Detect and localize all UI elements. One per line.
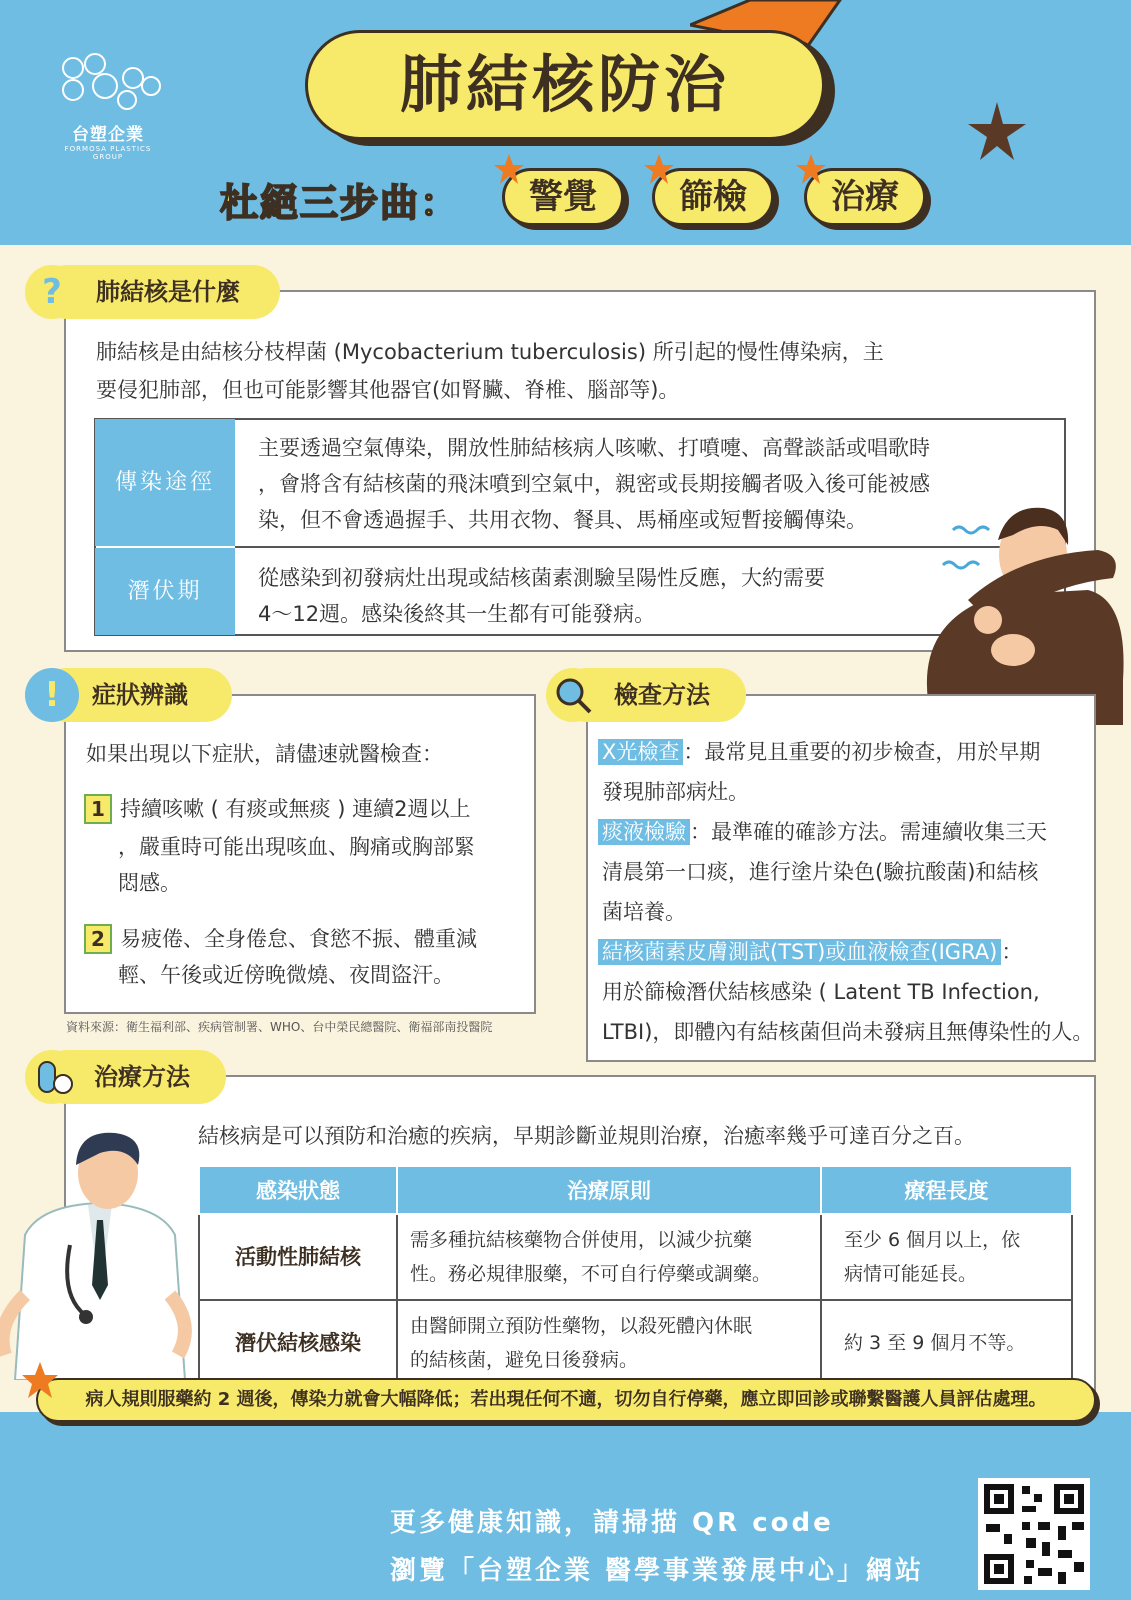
treatment-table [198,1165,1073,1387]
xray-text-1: ：最常見且重要的初步檢查，用於早期 [683,740,1041,764]
what-is-intro-1: 肺結核是由結核分枝桿菌 (Mycobacterium tuberculosis) 所引起的慢性傳染病，主 [96,340,884,364]
page-title: 肺結核防治 [399,48,730,121]
xray-line-1 [598,733,1088,771]
symptom-item-2 [84,920,477,958]
symptoms-heading: 症狀辨識 [40,668,232,722]
search-icon [546,668,600,722]
what-is-heading: 肺結核是什麼 [40,265,280,319]
qr-code[interactable] [978,1478,1090,1590]
exclamation-icon: ! [25,668,79,722]
step-star-icon [796,154,826,184]
tst-text-1: 用於篩檢潛伏結核感染 ( Latent TB Infection, [602,980,1040,1004]
table-header-row [199,1166,1072,1214]
sputum-text-1: ：最準確的確診方法。需連續收集三天 [690,820,1047,844]
transmission-text-1: 主要透過空氣傳染，開放性肺結核病人咳嗽、打噴嚏、高聲談話或唱歌時 [258,436,930,460]
row2-duration: 約 3 至 9 個月不等。 [821,1300,1072,1386]
transmission-text-2: ，會將含有結核菌的飛沫噴到空氣中，親密或長期接觸者吸入後可能被感 [258,472,930,496]
step-screening: 篩檢 [652,168,774,226]
capsule-icon [25,1050,79,1104]
row2-principle [397,1300,821,1386]
symptom-1-line-3: 悶感。 [118,871,181,895]
col-status: 感染狀態 [199,1166,397,1214]
note-banner: 病人規則服藥約 2 週後，傳染力就會大幅降低；若出現任何不適，切勿自行停藥，應立即回診或聯繫醫護人員評估處理。 [36,1378,1096,1422]
tst-label: 結核菌素皮膚測試(TST)或血液檢查(IGRA) [598,939,1001,965]
logo-subtext: FORMOSA PLASTICS GROUP [64,145,152,161]
sputum-line-1 [598,813,1088,851]
steps-label: 杜絕三步曲： [220,181,461,225]
source-note: 資料來源：衛生福利部、疾病管制署、WHO、台中榮民總醫院、衛福部南投醫院 [66,1020,493,1034]
col-principle: 治療原則 [397,1166,821,1214]
footer-line-1: 更多健康知識，請掃描 QR code [390,1508,834,1538]
incubation-text-1: 從感染到初發病灶出現或結核菌素測驗呈陽性反應，大約需要 [258,566,825,590]
symptoms-intro: 如果出現以下症狀，請儘速就醫檢查： [86,742,443,766]
step-star-icon [494,154,524,184]
row2-status: 潛伏結核感染 [199,1300,397,1386]
step-alert: 警覺 [502,168,624,226]
sputum-text-3: 菌培養。 [602,900,686,924]
symptom-item-1 [84,790,470,828]
incubation-label: 潛伏期 [95,548,235,635]
logo-text: 台塑企業 [72,125,144,145]
tst-colon: ： [1001,940,1023,964]
symptom-2-line-1: 易疲倦、全身倦怠、食慾不振、體重減 [120,927,477,951]
row1-principle-2: 性。務必規律服藥，不可自行停藥或調藥。 [410,1263,772,1285]
symptom-2-line-2: 輕、午後或近傍晚微燒、夜間盜汗。 [118,963,454,987]
step-treatment: 治療 [804,168,926,226]
question-icon: ? [25,265,79,319]
col-duration: 療程長度 [821,1166,1072,1214]
symptom-1-line-2: ，嚴重時可能出現咳血、胸痛或胸部緊 [118,835,475,859]
incubation-text-2: 4～12週。感染後終其一生都有可能發病。 [258,602,656,626]
treatment-intro: 結核病是可以預防和治癒的疾病，早期診斷並規則治療，治癒率幾乎可達百分之百。 [198,1124,975,1148]
row2-principle-2: 的結核菌，避免日後發病。 [410,1349,639,1371]
sputum-text-2: 清晨第一口痰，進行塗片染色(驗抗酸菌)和結核 [602,860,1039,884]
tst-line-1 [598,933,1088,971]
brown-star-icon [968,102,1026,160]
coughing-man-illustration [898,500,1131,725]
xray-label: X光檢查 [598,739,683,765]
treatment-heading: 治療方法 [40,1050,226,1104]
transmission-label: 傳染途徑 [95,419,235,546]
what-is-intro-2: 要侵犯肺部，但也可能影響其他器官(如腎臟、脊椎、腦部等)。 [96,378,680,402]
row1-duration [821,1214,1072,1300]
symptom-1-line-1: 持續咳嗽 ( 有痰或無痰 ) 連續2週以上 [120,797,471,821]
magnifier-icon [546,668,600,722]
tst-text-2: LTBI)，即體內有結核菌但尚未發病且無傳染性的人。 [602,1020,1094,1044]
transmission-text-3: 染，但不會透過握手、共用衣物、餐具、馬桶座或短暫接觸傳染。 [258,508,867,532]
symptom-number-1: 1 [84,794,112,824]
row1-principle [397,1214,821,1300]
exam-heading: 檢查方法 [560,668,746,722]
row1-status: 活動性肺結核 [199,1214,397,1300]
table-row [199,1300,1072,1386]
pill-icon [25,1050,79,1104]
table-row [199,1214,1072,1300]
company-logo [48,50,168,161]
row1-principle-1: 需多種抗結核藥物合併使用，以減少抗藥 [410,1229,753,1251]
xray-text-2: 發現肺部病灶。 [602,780,749,804]
footer-line-2: 瀏覽「台塑企業 醫學事業發展中心」網站 [390,1556,925,1586]
step-star-icon [644,154,674,184]
note-star-icon [22,1362,58,1398]
qr-code-icon [978,1478,1090,1590]
sputum-label: 痰液檢驗 [598,819,690,845]
logo-emblem-icon [53,50,163,112]
doctor-illustration [0,1125,195,1380]
row2-principle-1: 由醫師開立預防性藥物，以殺死體內休眠 [410,1315,753,1337]
row1-duration-2: 病情可能延長。 [844,1263,978,1285]
row1-duration-1: 至少 6 個月以上，依 [844,1229,1021,1251]
symptom-number-2: 2 [84,924,112,954]
